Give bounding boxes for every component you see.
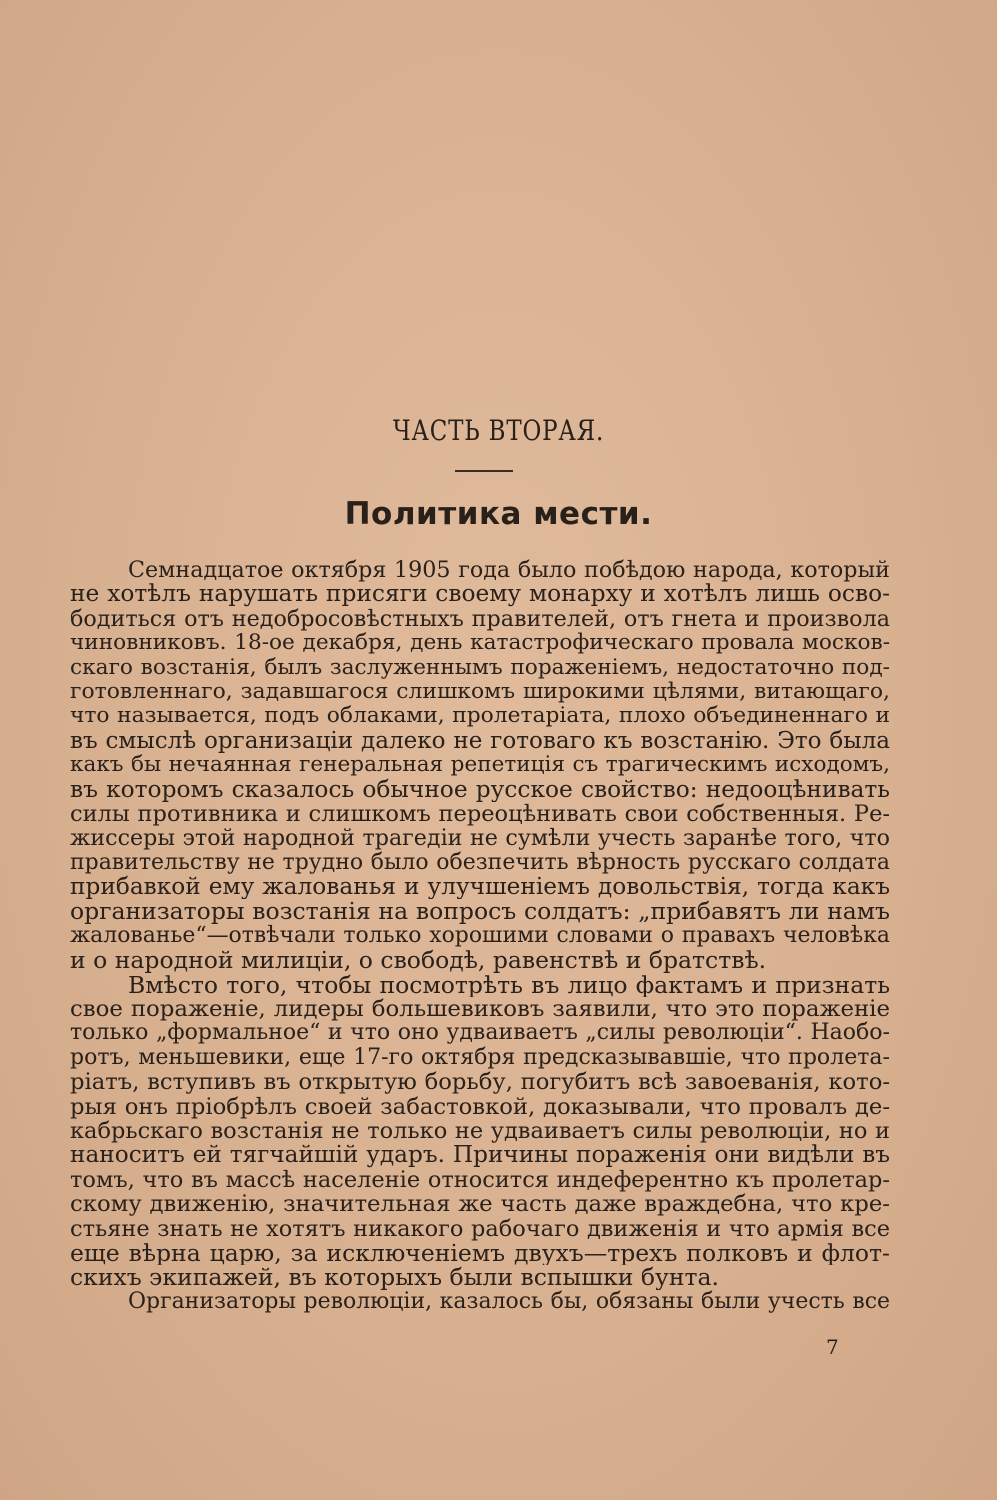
text-line: жалованье“—отвѣчали только хорошими словами о правахъ человѣка: [70, 923, 890, 948]
text-line: скаго возстанія, былъ заслуженнымъ пораженіемъ, недостаточно под-: [70, 655, 890, 680]
text-line: еще вѣрна царю, за исключеніемъ двухъ—трехъ полковъ и флот-: [70, 1240, 890, 1266]
paragraph-2: [70, 973, 890, 1290]
text-line: Вмѣсто того, чтобы посмотрѣть въ лицо фактамъ и признать: [128, 972, 890, 998]
text-line: силы противника и слишкомъ переоцѣнивать свои собственныя. Ре-: [70, 801, 890, 827]
divider-rule: [455, 470, 513, 472]
body-text: [70, 558, 890, 1314]
text-line: что называется, подъ облаками, пролетаріата, плохо объединеннаго и: [70, 704, 890, 729]
text-line: чиновниковъ. 18-ое декабря, день катастрофическаго провала москов-: [70, 631, 890, 656]
text-line: жиссеры этой народной трагедіи не сумѣли учесть заранѣе того, что: [70, 826, 890, 851]
text-line: правительству не трудно было обезпечить вѣрность русскаго солдата: [70, 850, 890, 875]
text-line: только „формальное“ и что оно удваиваетъ „силы революціи“. Наобо-: [70, 1021, 890, 1046]
text-line: какъ бы нечаянная генеральная репетиція съ трагическимъ исходомъ,: [70, 753, 890, 778]
text-line: организаторы возстанія на вопросъ солдатъ: „прибавятъ ли намъ: [70, 899, 890, 924]
text-line: не хотѣлъ нарушать присяги своему монарху и хотѣлъ лишь осво-: [70, 582, 890, 607]
part-title: ЧАСТЬ ВТОРАЯ.: [392, 414, 605, 447]
text-line: въ смыслѣ организаціи далеко не готоваго къ возстанію. Это была: [70, 728, 890, 754]
text-line: Организаторы революціи, казалось бы, обязаны были учесть все: [128, 1289, 890, 1314]
text-line: Семнадцатое октября 1905 года было побѣдою народа, который: [128, 558, 890, 583]
text-line: въ которомъ сказалось обычное русское свойство: недооцѣнивать: [70, 777, 890, 802]
text-line: рыя онъ пріобрѣлъ своей забастовкой, доказывали, что провалъ де-: [70, 1094, 890, 1119]
text-line: кабрьскаго возстанія не только не удваиваетъ силы революціи, но и: [70, 1118, 890, 1144]
text-line: томъ, что въ массѣ населеніе относится индеферентно къ пролетар-: [70, 1167, 890, 1193]
text-line: свое пораженіе, лидеры большевиковъ заявили, что это пораженіе: [70, 997, 890, 1022]
text-line: прибавкой ему жалованья и улучшеніемъ довольствія, тогда какъ: [70, 875, 890, 900]
text-line: скому движенію, значительная же часть даже враждебна, что кре-: [70, 1192, 890, 1217]
page-number: 7: [826, 1335, 839, 1359]
text-line: бодиться отъ недобросовѣстныхъ правителей, отъ гнета и произвола: [70, 606, 890, 632]
text-line: ріатъ, вступивъ въ открытую борьбу, погубитъ всѣ завоеванія, кото-: [70, 1070, 890, 1095]
text-line: стьяне знать не хотятъ никакого рабочаго движенія и что армія все: [70, 1216, 890, 1241]
text-line: и о народной милиціи, о свободѣ, равенствѣ и братствѣ.: [70, 948, 767, 973]
paragraph-1: [70, 558, 890, 973]
text-line: скихъ экипажей, въ которыхъ были вспышки бунта.: [70, 1265, 720, 1290]
text-line: ротъ, меньшевики, еще 17-го октября предсказывавшіе, что пролета-: [70, 1045, 890, 1070]
text-line: наноситъ ей тягчайшій ударъ. Причины пораженія они видѣли въ: [70, 1143, 890, 1168]
text-line: готовленнаго, задавшагося слишкомъ широкими цѣлями, витающаго,: [70, 679, 890, 704]
chapter-title: Политика мести.: [344, 496, 653, 532]
paragraph-3: [70, 1290, 890, 1314]
